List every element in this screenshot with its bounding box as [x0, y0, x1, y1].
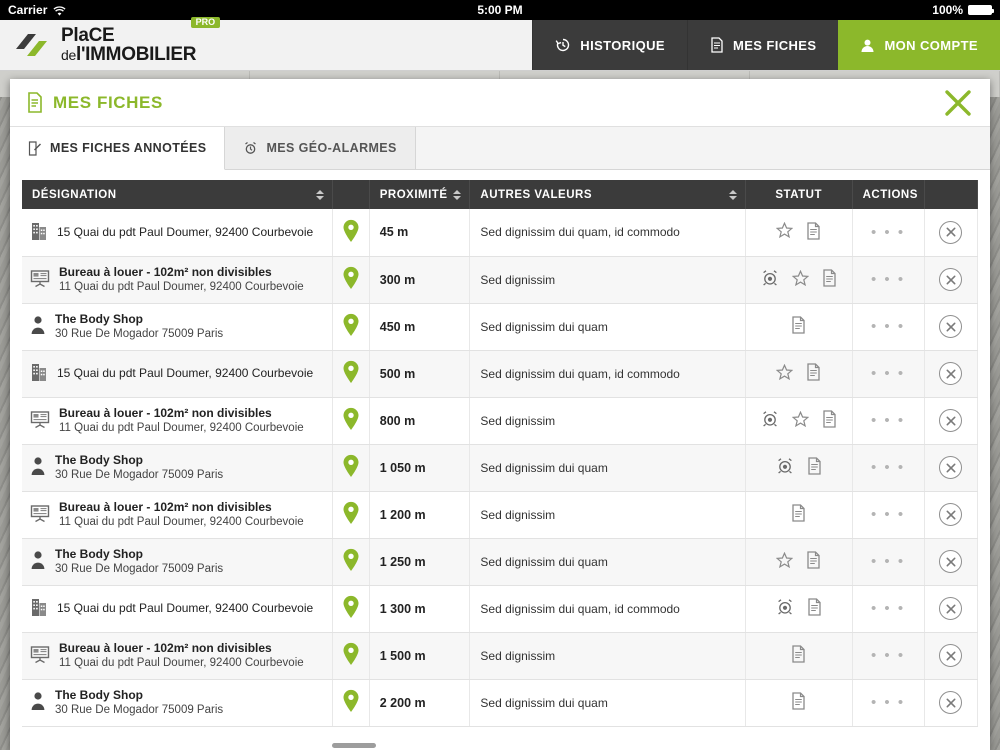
cell-other-values: Sed dignissim dui quam, id commodo: [470, 585, 745, 632]
person-icon: [30, 550, 46, 573]
row-address: 11 Quai du pdt Paul Doumer, 92400 Courbevoie: [59, 515, 304, 528]
map-pin-icon[interactable]: [342, 702, 360, 716]
building-icon: [30, 221, 48, 244]
col-statut: [745, 180, 852, 209]
office-icon: [30, 409, 50, 432]
cell-delete[interactable]: [924, 444, 977, 491]
cell-actions[interactable]: • • •: [852, 303, 924, 350]
cell-designation[interactable]: [22, 679, 332, 726]
col-delete: [924, 180, 977, 209]
row-title: Bureau à louer - 102m² non divisibles: [59, 499, 272, 514]
cell-designation[interactable]: [22, 256, 332, 303]
brand-logo-area: [0, 17, 250, 70]
row-title: The Body Shop: [55, 311, 143, 326]
battery-icon: [968, 5, 992, 15]
table-row[interactable]: [22, 679, 978, 726]
row-address: 11 Quai du pdt Paul Doumer, 92400 Courbevoie: [59, 280, 304, 293]
delete-icon[interactable]: [939, 691, 962, 714]
horizontal-scrollbar[interactable]: [332, 743, 376, 748]
cell-proximity: 1 500 m: [369, 632, 470, 679]
delete-icon[interactable]: [939, 644, 962, 667]
alarm-icon[interactable]: [776, 457, 794, 478]
office-icon: [30, 268, 50, 291]
star-icon[interactable]: [792, 411, 809, 431]
row-address: 30 Rue De Mogador 75009 Paris: [55, 327, 224, 340]
cell-proximity: 1 200 m: [369, 491, 470, 538]
cell-delete[interactable]: [924, 538, 977, 585]
row-address: 30 Rue De Mogador 75009 Paris: [55, 562, 224, 575]
cell-status: [745, 538, 852, 585]
cell-other-values: Sed dignissim dui quam: [470, 303, 745, 350]
cell-proximity: 1 300 m: [369, 585, 470, 632]
cell-actions[interactable]: • • •: [852, 538, 924, 585]
building-icon: [30, 362, 48, 385]
cell-pin[interactable]: [332, 538, 369, 585]
nav-historique-label: HISTORIQUE: [580, 37, 665, 53]
geo-alarm-icon: [243, 141, 258, 156]
row-title: Bureau à louer - 102m² non divisibles: [59, 405, 272, 420]
person-icon: [30, 456, 46, 479]
cell-status: [745, 397, 852, 444]
row-address: 11 Quai du pdt Paul Doumer, 92400 Courbevoie: [59, 656, 304, 669]
table-row[interactable]: [22, 209, 978, 256]
ios-status-bar: [0, 0, 1000, 20]
alarm-icon[interactable]: [761, 269, 779, 290]
cell-other-values: Sed dignissim: [470, 256, 745, 303]
document-icon[interactable]: [806, 363, 821, 384]
cell-pin[interactable]: [332, 256, 369, 303]
cell-designation[interactable]: [22, 632, 332, 679]
carrier-label: Carrier: [8, 3, 48, 17]
delete-icon[interactable]: [939, 362, 962, 385]
col-designation[interactable]: [22, 180, 332, 209]
cell-delete[interactable]: [924, 209, 977, 256]
cell-status: [745, 679, 852, 726]
tab-mes-geo-alarmes[interactable]: [225, 127, 415, 169]
col-autres-valeurs-label: AUTRES VALEURS: [480, 188, 592, 201]
cell-designation[interactable]: [22, 444, 332, 491]
cell-other-values: Sed dignissim dui quam, id commodo: [470, 209, 745, 256]
cell-delete[interactable]: [924, 397, 977, 444]
map-pin-icon[interactable]: [342, 467, 360, 481]
cell-designation[interactable]: [22, 397, 332, 444]
mes-fiches-panel: [10, 79, 990, 750]
cell-delete[interactable]: [924, 679, 977, 726]
star-icon[interactable]: [776, 222, 793, 242]
row-title: The Body Shop: [55, 546, 143, 561]
person-icon: [30, 691, 46, 714]
delete-icon[interactable]: [939, 503, 962, 526]
cell-pin[interactable]: [332, 303, 369, 350]
document-icon[interactable]: [791, 692, 806, 713]
map-pin-icon[interactable]: [342, 655, 360, 669]
cell-delete[interactable]: [924, 303, 977, 350]
delete-icon[interactable]: [939, 456, 962, 479]
cell-pin[interactable]: [332, 350, 369, 397]
row-address: 30 Rue De Mogador 75009 Paris: [55, 703, 224, 716]
cell-actions[interactable]: • • •: [852, 444, 924, 491]
document-icon: [26, 92, 44, 113]
document-icon[interactable]: [807, 457, 822, 478]
cell-pin[interactable]: [332, 585, 369, 632]
cell-actions[interactable]: • • •: [852, 585, 924, 632]
map-pin-icon[interactable]: [342, 420, 360, 434]
map-pin-icon[interactable]: [342, 561, 360, 575]
user-icon: [860, 38, 875, 53]
star-icon[interactable]: [792, 270, 809, 290]
panel-title: MES FICHES: [53, 92, 163, 112]
document-icon[interactable]: [806, 222, 821, 243]
cell-pin[interactable]: [332, 397, 369, 444]
document-icon[interactable]: [791, 645, 806, 666]
office-icon: [30, 644, 50, 667]
row-title: The Body Shop: [55, 452, 143, 467]
col-designation-label: DÉSIGNATION: [32, 188, 117, 201]
alarm-icon[interactable]: [761, 410, 779, 431]
delete-icon[interactable]: [939, 550, 962, 573]
nav-mes-fiches-label: MES FICHES: [732, 37, 817, 53]
document-icon[interactable]: [807, 598, 822, 619]
row-title: Bureau à louer - 102m² non divisibles: [59, 264, 272, 279]
col-statut-label: STATUT: [775, 188, 823, 201]
table-header: [22, 180, 978, 209]
cell-actions[interactable]: • • •: [852, 397, 924, 444]
status-right: [932, 3, 992, 17]
office-icon: [30, 503, 50, 526]
cell-proximity: 1 250 m: [369, 538, 470, 585]
person-icon: [30, 315, 46, 338]
header-spacer: [250, 20, 532, 70]
cell-proximity: 450 m: [369, 303, 470, 350]
fiches-table-wrap[interactable]: [10, 170, 990, 750]
cell-status: [745, 303, 852, 350]
cell-actions[interactable]: • • •: [852, 209, 924, 256]
brand-line2-prefix: de: [61, 47, 76, 63]
document-icon[interactable]: [822, 269, 837, 290]
cell-pin[interactable]: [332, 632, 369, 679]
table-row[interactable]: [22, 444, 978, 491]
cell-delete[interactable]: [924, 585, 977, 632]
delete-icon[interactable]: [939, 221, 962, 244]
cell-designation[interactable]: [22, 209, 332, 256]
document-icon[interactable]: [822, 410, 837, 431]
row-address: 11 Quai du pdt Paul Doumer, 92400 Courbevoie: [59, 421, 304, 434]
cell-delete[interactable]: [924, 256, 977, 303]
cell-other-values: Sed dignissim dui quam, id commodo: [470, 350, 745, 397]
row-address: 15 Quai du pdt Paul Doumer, 92400 Courbevoie: [57, 601, 314, 615]
table-body: [22, 209, 978, 726]
cell-status: [745, 350, 852, 397]
row-title: Bureau à louer - 102m² non divisibles: [59, 640, 272, 655]
cell-proximity: 2 200 m: [369, 679, 470, 726]
building-icon: [30, 597, 48, 620]
close-icon[interactable]: [942, 87, 974, 119]
alarm-icon[interactable]: [776, 598, 794, 619]
cell-actions[interactable]: • • •: [852, 679, 924, 726]
table-row[interactable]: [22, 350, 978, 397]
file-icon: [710, 37, 724, 53]
pro-badge: PRO: [191, 17, 221, 28]
map-pin-icon[interactable]: [342, 373, 360, 387]
row-title: The Body Shop: [55, 687, 143, 702]
document-icon[interactable]: [791, 316, 806, 337]
delete-icon[interactable]: [939, 315, 962, 338]
cell-delete[interactable]: [924, 350, 977, 397]
fiches-table: [22, 180, 978, 727]
sort-designation-icon[interactable]: [316, 190, 324, 200]
map-pin-icon[interactable]: [342, 326, 360, 340]
nav-mes-fiches[interactable]: [687, 20, 838, 70]
col-actions-label: ACTIONS: [862, 188, 918, 201]
cell-designation[interactable]: [22, 350, 332, 397]
tab-mes-fiches-annotees[interactable]: [10, 127, 225, 170]
table-row[interactable]: [22, 632, 978, 679]
col-proximite-label: PROXIMITÉ: [379, 188, 448, 201]
nav-historique[interactable]: [532, 20, 687, 70]
cell-other-values: Sed dignissim: [470, 397, 745, 444]
star-icon[interactable]: [776, 552, 793, 572]
cell-actions[interactable]: • • •: [852, 632, 924, 679]
sort-autres-valeurs-icon[interactable]: [729, 190, 737, 200]
cell-other-values: Sed dignissim dui quam: [470, 538, 745, 585]
cell-delete[interactable]: [924, 491, 977, 538]
nav-mon-compte[interactable]: [838, 20, 1000, 70]
delete-icon[interactable]: [939, 597, 962, 620]
col-actions: [852, 180, 924, 209]
delete-icon[interactable]: [939, 409, 962, 432]
battery-percent-label: 100%: [932, 3, 963, 17]
map-pin-icon[interactable]: [342, 608, 360, 622]
cell-proximity: 45 m: [369, 209, 470, 256]
col-pin: [332, 180, 369, 209]
table-row[interactable]: [22, 303, 978, 350]
status-time: 5:00 PM: [477, 3, 523, 17]
logo-icon: [14, 30, 52, 60]
cell-designation[interactable]: [22, 303, 332, 350]
panel-header: [10, 79, 990, 127]
cell-other-values: Sed dignissim: [470, 491, 745, 538]
sort-proximite-icon[interactable]: [453, 190, 461, 200]
cell-actions[interactable]: • • •: [852, 350, 924, 397]
cell-status: [745, 256, 852, 303]
brand-line1: PlaCE: [61, 25, 115, 46]
row-address: 30 Rue De Mogador 75009 Paris: [55, 468, 224, 481]
table-header-row: [22, 180, 978, 209]
cell-designation[interactable]: [22, 491, 332, 538]
document-icon[interactable]: [791, 504, 806, 525]
cell-pin[interactable]: [332, 209, 369, 256]
table-row[interactable]: [22, 585, 978, 632]
cell-pin[interactable]: [332, 444, 369, 491]
table-row[interactable]: [22, 538, 978, 585]
cell-proximity: 800 m: [369, 397, 470, 444]
cell-proximity: 1 050 m: [369, 444, 470, 491]
app-header: [0, 17, 1000, 71]
row-address: 15 Quai du pdt Paul Doumer, 92400 Courbevoie: [57, 366, 314, 380]
cell-designation[interactable]: [22, 585, 332, 632]
brand-wordmark: [61, 17, 216, 65]
tab-mes-geo-alarmes-label: MES GÉO-ALARMES: [266, 141, 397, 155]
cell-actions[interactable]: • • •: [852, 256, 924, 303]
cell-other-values: Sed dignissim dui quam: [470, 679, 745, 726]
panel-tabs: [10, 127, 990, 170]
wifi-icon: [53, 6, 66, 17]
cell-proximity: 500 m: [369, 350, 470, 397]
col-autres-valeurs[interactable]: [470, 180, 745, 209]
delete-icon[interactable]: [939, 268, 962, 291]
cell-other-values: Sed dignissim: [470, 632, 745, 679]
star-icon[interactable]: [776, 364, 793, 384]
cell-other-values: Sed dignissim dui quam: [470, 444, 745, 491]
table-row[interactable]: [22, 397, 978, 444]
cell-pin[interactable]: [332, 679, 369, 726]
cell-designation[interactable]: [22, 538, 332, 585]
status-left: [8, 3, 66, 17]
cell-proximity: 300 m: [369, 256, 470, 303]
cell-status: [745, 444, 852, 491]
cell-delete[interactable]: [924, 632, 977, 679]
history-icon: [555, 37, 571, 53]
nav-mon-compte-label: MON COMPTE: [884, 37, 978, 53]
cell-actions[interactable]: • • •: [852, 491, 924, 538]
map-pin-icon[interactable]: [342, 232, 360, 246]
map-pin-icon[interactable]: [342, 279, 360, 293]
cell-status: [745, 209, 852, 256]
table-row[interactable]: [22, 256, 978, 303]
document-icon[interactable]: [806, 551, 821, 572]
table-row[interactable]: [22, 491, 978, 538]
cell-status: [745, 491, 852, 538]
cell-pin[interactable]: [332, 491, 369, 538]
brand-line2: l'IMMOBILIER: [75, 44, 197, 65]
tab-mes-fiches-annotees-label: MES FICHES ANNOTÉES: [50, 141, 207, 155]
cell-status: [745, 632, 852, 679]
cell-status: [745, 585, 852, 632]
row-address: 15 Quai du pdt Paul Doumer, 92400 Courbevoie: [57, 224, 314, 239]
annotated-file-icon: [28, 141, 42, 156]
col-proximite[interactable]: [369, 180, 470, 209]
map-pin-icon[interactable]: [342, 514, 360, 528]
